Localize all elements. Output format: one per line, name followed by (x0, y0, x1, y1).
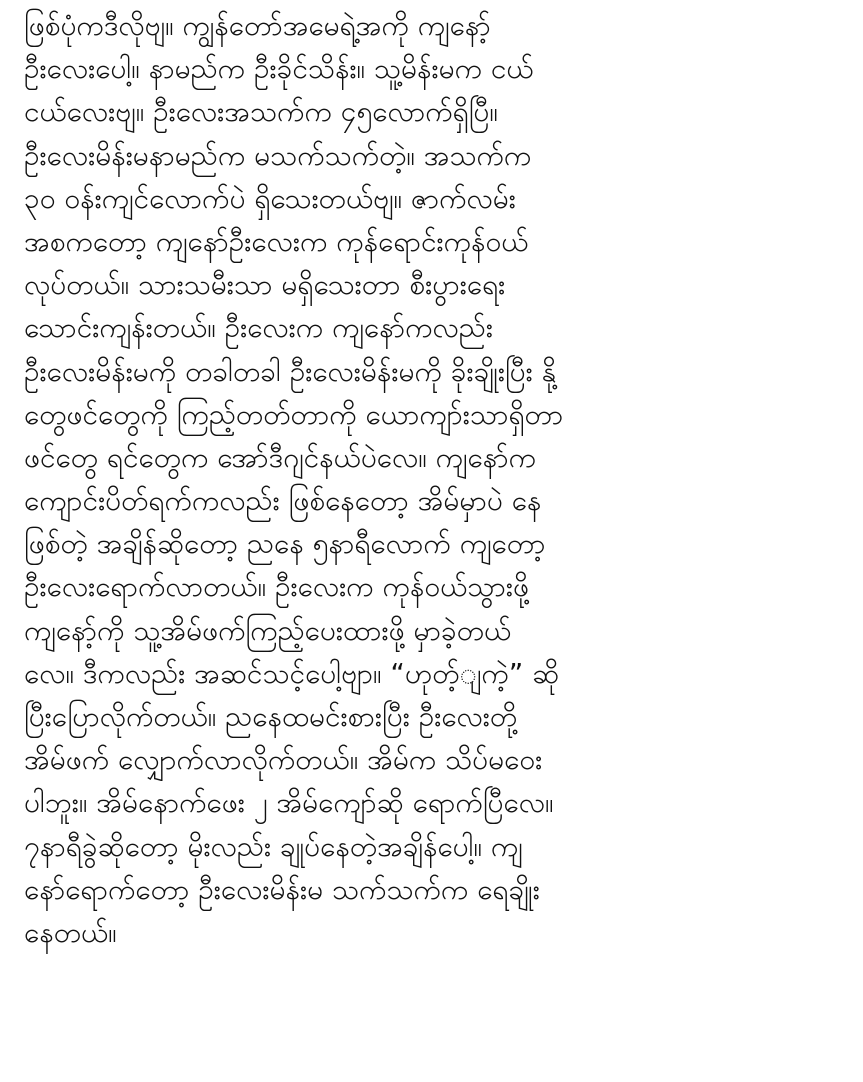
text-line: ပါဘူး။ အိမ်နောက်ဖေး ၂ အိမ်ကျော်ဆို ရောက်ပြီလေ။ (24, 786, 554, 820)
text-line: ဖင်တွေ ရင်တွေက အော်ဒီဂျင်နယ်ပဲလေ။ ကျနော်က (24, 440, 537, 474)
text-line: ပြီးပြောလိုက်တယ်။ ညနေထမင်းစားပြီး ဦးလေးတို့ (24, 700, 518, 733)
text-line: ဦးလေးမိန်းမနာမည်က မသက်သက်တဲ့။ အသက်က (24, 138, 532, 172)
text-line: တွေဖင်တွေကို ကြည့်တတ်တာကို ယောကျာ်းသာရှိတာ (24, 397, 564, 431)
story-text (24, 4, 841, 954)
text-line: အစကတော့ ကျနော်ဦးလေးက ကုန်ရောင်းကုန်ဝယ် (24, 224, 529, 258)
text-line: နော်ရောက်တော့ ဦးလေးမိန်းမ သက်သက်က ရေချိုး (24, 872, 540, 906)
text-line: လေ။ ဒီကလည်း အဆင်သင့်ပေါ့ဗျာ။ “ဟုတ့်ျကဲ့” ဆို (24, 656, 560, 690)
text-line: ဖြစ်ပုံကဒီလိုဗျ။ ကျွန်တော်အမေရဲ့အကို ကျနော့် (24, 9, 491, 42)
text-line: ဦးလေးရောက်လာတယ်။ ဦးလေးက ကုန်ဝယ်သွားဖို့ (24, 570, 529, 604)
text-line: ၃၀ ဝန်းကျင်လောက်ပဲ ရှိသေးတယ်ဗျ။ ဇာက်လမ်း (24, 181, 516, 215)
text-line: လုပ်တယ်။ သားသမီးသာ မရှိသေးတာ စီးပွားရေး (24, 268, 506, 302)
text-line: အိမ်ဖက် လျှောက်လာလိုက်တယ်။ အိမ်က သိပ်မဝေး (24, 743, 543, 777)
text-line: ကျောင်းပိတ်ရက်ကလည်း ဖြစ်နေတော့ အိမ်မှာပဲ နေ (24, 484, 542, 518)
text-line: ကျနော့်ကို သူ့အိမ်ဖက်ကြည့်ပေးထားဖို့ မှာခဲ့တယ် (24, 613, 512, 647)
text-line: ဦးလေးမိန်းမကို တခါတခါ ဦးလေးမိန်းမကို ခိုးချိုးပြီး နို့ (24, 354, 557, 388)
text-line: သောင်းကျန်းတယ်။ ဦးလေးက ကျနော်ကလည်း (24, 311, 493, 345)
text-line: ၇နာရီခွဲဆိုတော့ မိုးလည်း ချုပ်နေတဲ့အချိန်ပေါ့။ ကျ (24, 829, 523, 863)
text-line: ငယ်လေးဗျ။ ဦးလေးအသက်က ၄၅လောက်ရှိပြီ။ (24, 95, 498, 129)
text-line: နေတယ်။ (24, 915, 117, 949)
text-line: ဖြစ်တဲ့ အချိန်ဆိုတော့ ညနေ ၅နာရီလောက် ကျတော့ (24, 527, 546, 561)
text-line: ဦးလေးပေါ့။ နာမည်က ဦးခိုင်သိန်း။ သူ့မိန်းမက ငယ် (24, 52, 534, 86)
